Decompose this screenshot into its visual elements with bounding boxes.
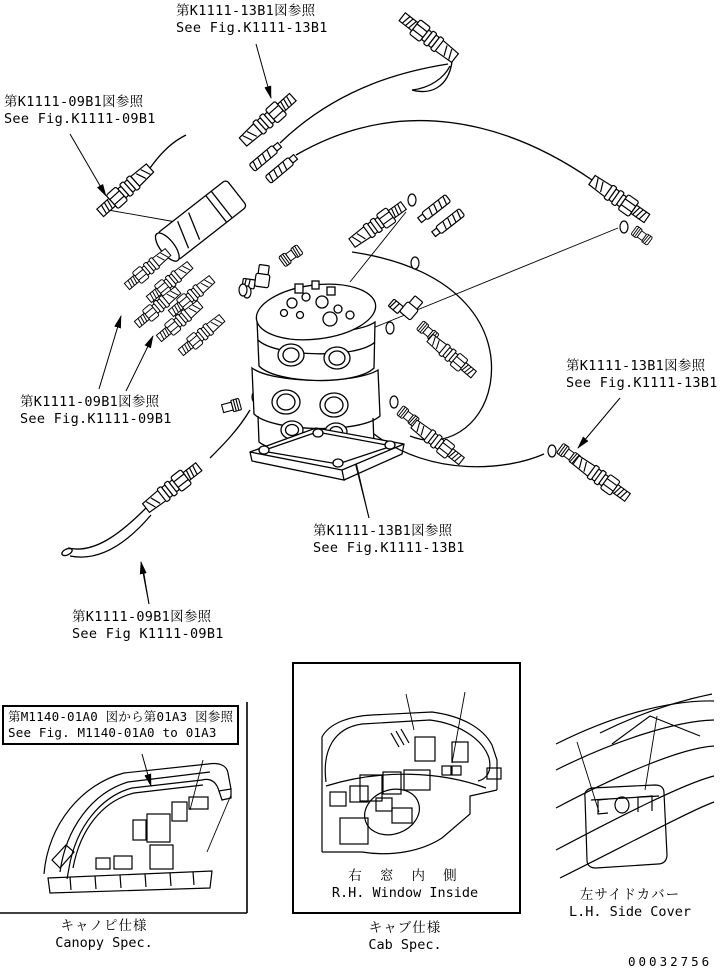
ref-label-right xyxy=(566,358,718,392)
ref-label-top-jp: 第K1111-13B1図参照 xyxy=(176,3,316,19)
fitting-upper-center xyxy=(237,90,299,148)
cab-caption xyxy=(325,920,485,954)
cab-inner-caption-jp: 右 窓 内 側 xyxy=(348,868,462,884)
cab-caption-en: Cab Spec. xyxy=(368,937,442,953)
ref-label-right-jp: 第K1111-13B1図参照 xyxy=(566,358,706,374)
fitting-lower-left xyxy=(140,460,204,515)
ref-label-bottom-left-en: See Fig K1111-09B1 xyxy=(72,626,224,642)
canopy-caption-jp: キャノピ仕様 xyxy=(60,918,148,934)
cab-caption-jp: キャブ仕様 xyxy=(368,920,442,936)
side-cover-caption xyxy=(545,887,715,921)
side-cover-caption-en: L.H. Side Cover xyxy=(569,904,691,920)
fitting-upper-left xyxy=(94,161,156,219)
ref-label-upper-left-jp: 第K1111-09B1図参照 xyxy=(4,94,144,110)
canopy-caption xyxy=(24,918,184,952)
ref-label-mid-left-jp: 第K1111-09B1図参照 xyxy=(20,394,160,410)
drawing-number: 00032756 xyxy=(628,954,713,969)
fitting-above-valve xyxy=(347,199,409,250)
ref-label-top xyxy=(176,3,328,37)
ref-label-mid-left-en: See Fig.K1111-09B1 xyxy=(20,411,172,427)
side-cover-caption-jp: 左サイドカバー xyxy=(579,887,681,903)
ref-box-label xyxy=(2,705,239,745)
ref-label-upper-left xyxy=(4,94,156,128)
cab-inner-caption-en: R.H. Window Inside xyxy=(331,885,479,901)
valve-assembly xyxy=(250,278,404,480)
side-cover-view xyxy=(556,694,714,878)
cab-inner-caption xyxy=(299,868,511,902)
ref-box-label-jp: 第M1140-01A0 図から第01A3 図参照 xyxy=(8,709,234,724)
ref-label-top-en: See Fig.K1111-13B1 xyxy=(176,20,328,36)
canopy-view xyxy=(44,760,231,893)
ref-label-mid-left xyxy=(20,394,172,428)
ref-label-center-bottom-jp: 第K1111-13B1図参照 xyxy=(313,523,453,539)
fitting-right-upper xyxy=(587,173,652,226)
ref-box-label-en: See Fig. M1140-01A0 to 01A3 xyxy=(8,725,217,740)
ref-label-bottom-left-jp: 第K1111-09B1図参照 xyxy=(72,609,212,625)
hose-end-cluster xyxy=(122,246,226,357)
ref-label-center-bottom xyxy=(313,523,465,557)
ref-label-upper-left-en: See Fig.K1111-09B1 xyxy=(4,111,156,127)
ref-label-right-en: See Fig.K1111-13B1 xyxy=(566,375,718,391)
canopy-caption-en: Canopy Spec. xyxy=(55,935,153,951)
ref-label-center-bottom-en: See Fig.K1111-13B1 xyxy=(313,540,465,556)
fitting-top xyxy=(397,10,461,65)
ref-label-bottom-left xyxy=(72,609,224,643)
